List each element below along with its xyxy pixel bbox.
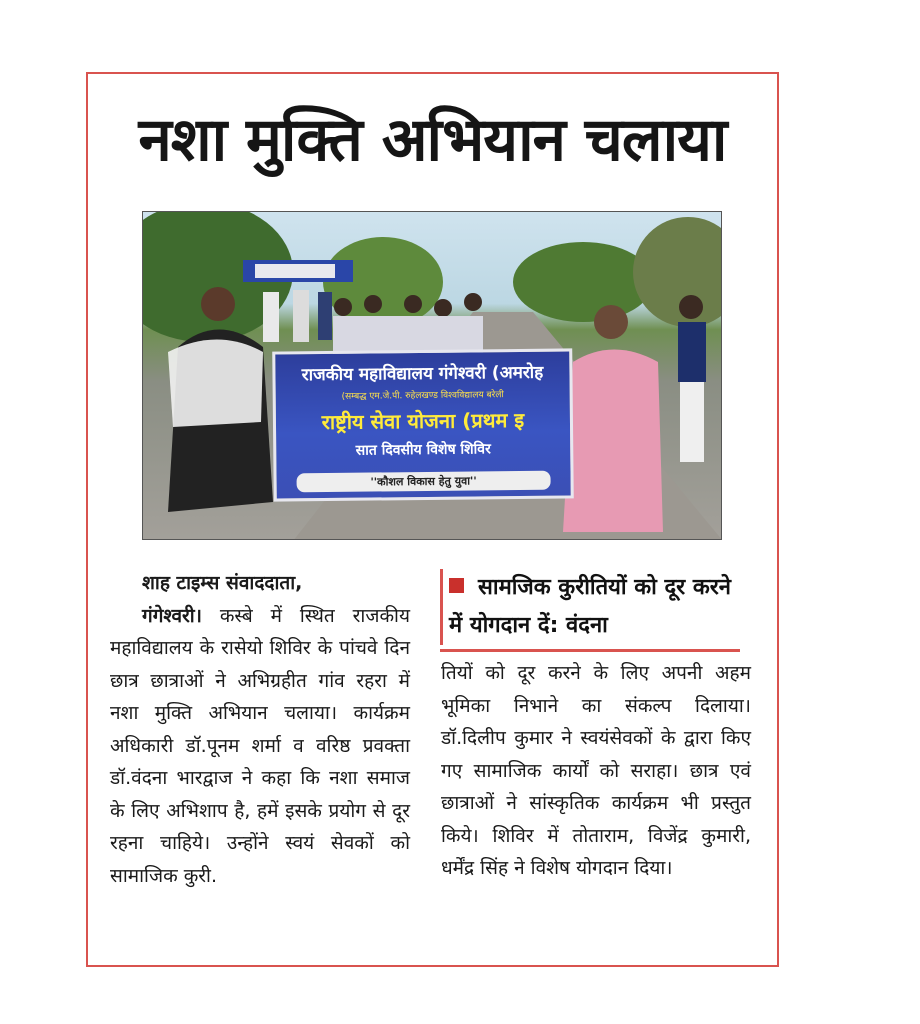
right-body-text: तियों को दूर करने के लिए अपनी अहम भूमिका निभाने का संकल्प दिलाया। डॉ.दिलीप कुमार ने स्वयंसेवकों के द्वारा किए गए सामाजिक कार्यों को सराहा। छात्र एवं छात्राओं ने सांस्कृतिक कार्यक्रम भी प्रस्तुत किये। शिविर में तोताराम, विजेंद्र कुमारी, धर्मेंद्र सिंह ने विशेष योगदान दिया। <box>441 662 751 879</box>
byline: शाह टाइम्स संवाददाता, <box>142 572 303 594</box>
news-photo <box>142 211 722 540</box>
banner-line-5: ''कौशल विकास हेतु युवा'' <box>296 471 550 493</box>
banner-line-3: राष्ट्रीय सेवा योजना (प्रथम इ <box>321 407 525 435</box>
subheading <box>440 569 749 645</box>
photo-banner <box>272 348 574 501</box>
subheading-rule <box>440 649 740 652</box>
news-clipping <box>86 72 779 967</box>
banner-line-2: (सम्बद्ध एम.जे.पी. रुहेलखण्ड विश्वविद्यालय बरेली <box>341 390 504 402</box>
dateline: गंगेश्वरी। <box>142 604 202 627</box>
dateline-indent <box>110 605 142 627</box>
right-column <box>441 657 751 885</box>
headline: नशा मुक्ति अभियान चलाया <box>138 105 727 175</box>
left-column <box>110 567 410 892</box>
banner-line-1: राजकीय महाविद्यालय गंगेश्वरी (अमरोह <box>301 362 544 386</box>
left-body-text: कस्बे में स्थित राजकीय महाविद्यालय के रासेयो शिविर के पांचवे दिन छात्र छात्राओं ने अभिग्रहीत गांव रहरा में नशा मुक्ति अभियान चलाया। कार्यक्रम अधिकारी डॉ.पूनम शर्मा व वरिष्ठ प्रवक्ता डॉ.वंदना भारद्वाज ने कहा कि नशा समाज के लिए अभिशाप है, हमें इसके प्रयोग से दूर रहना चाहिये। उन्होंने स्वयं सेवकों को सामाजिक कुरी. <box>110 604 410 887</box>
bullet-square-icon <box>449 578 464 593</box>
subheading-text: सामजिक कुरीतियों को दूर करने में योगदान दें: वंदना <box>449 575 731 638</box>
banner-line-4: सात दिवसीय विशेष शिविर <box>355 441 491 459</box>
